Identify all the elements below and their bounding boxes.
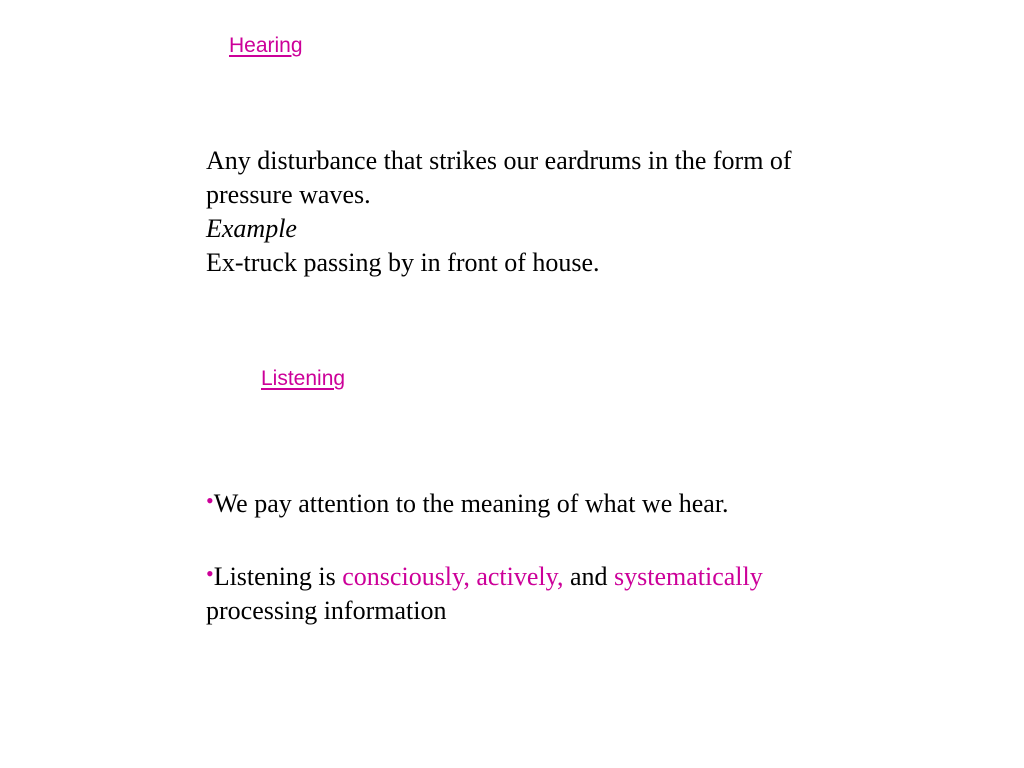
bullet-text-attention: We pay attention to the meaning of what we hear. <box>213 489 729 518</box>
listening-heading[interactable]: Listening <box>261 367 346 390</box>
definition-line-1: Any disturbance that strikes our eardrums in the form of <box>206 146 792 175</box>
bullet-middle: and <box>563 562 614 591</box>
definition-line-2: pressure waves. <box>206 180 371 209</box>
example-label: Example <box>206 214 297 243</box>
hearing-heading[interactable]: Hearing <box>229 34 303 57</box>
example-text: Ex-truck passing by in front of house. <box>206 248 600 277</box>
accent-systematically: systematically <box>614 562 763 591</box>
bullet-item-attention <box>206 484 886 521</box>
bullet-prefix: Listening is <box>213 562 343 591</box>
listening-bullets <box>206 484 886 628</box>
bullet-item-definition <box>206 557 886 594</box>
bullet-spacer <box>206 521 886 557</box>
bullet-icon: • <box>206 561 214 586</box>
bullet-continuation: processing information <box>206 596 447 625</box>
bullet-icon: • <box>206 488 214 513</box>
hearing-definition-block <box>206 144 886 280</box>
accent-consciously-actively: consciously, actively, <box>342 562 564 591</box>
